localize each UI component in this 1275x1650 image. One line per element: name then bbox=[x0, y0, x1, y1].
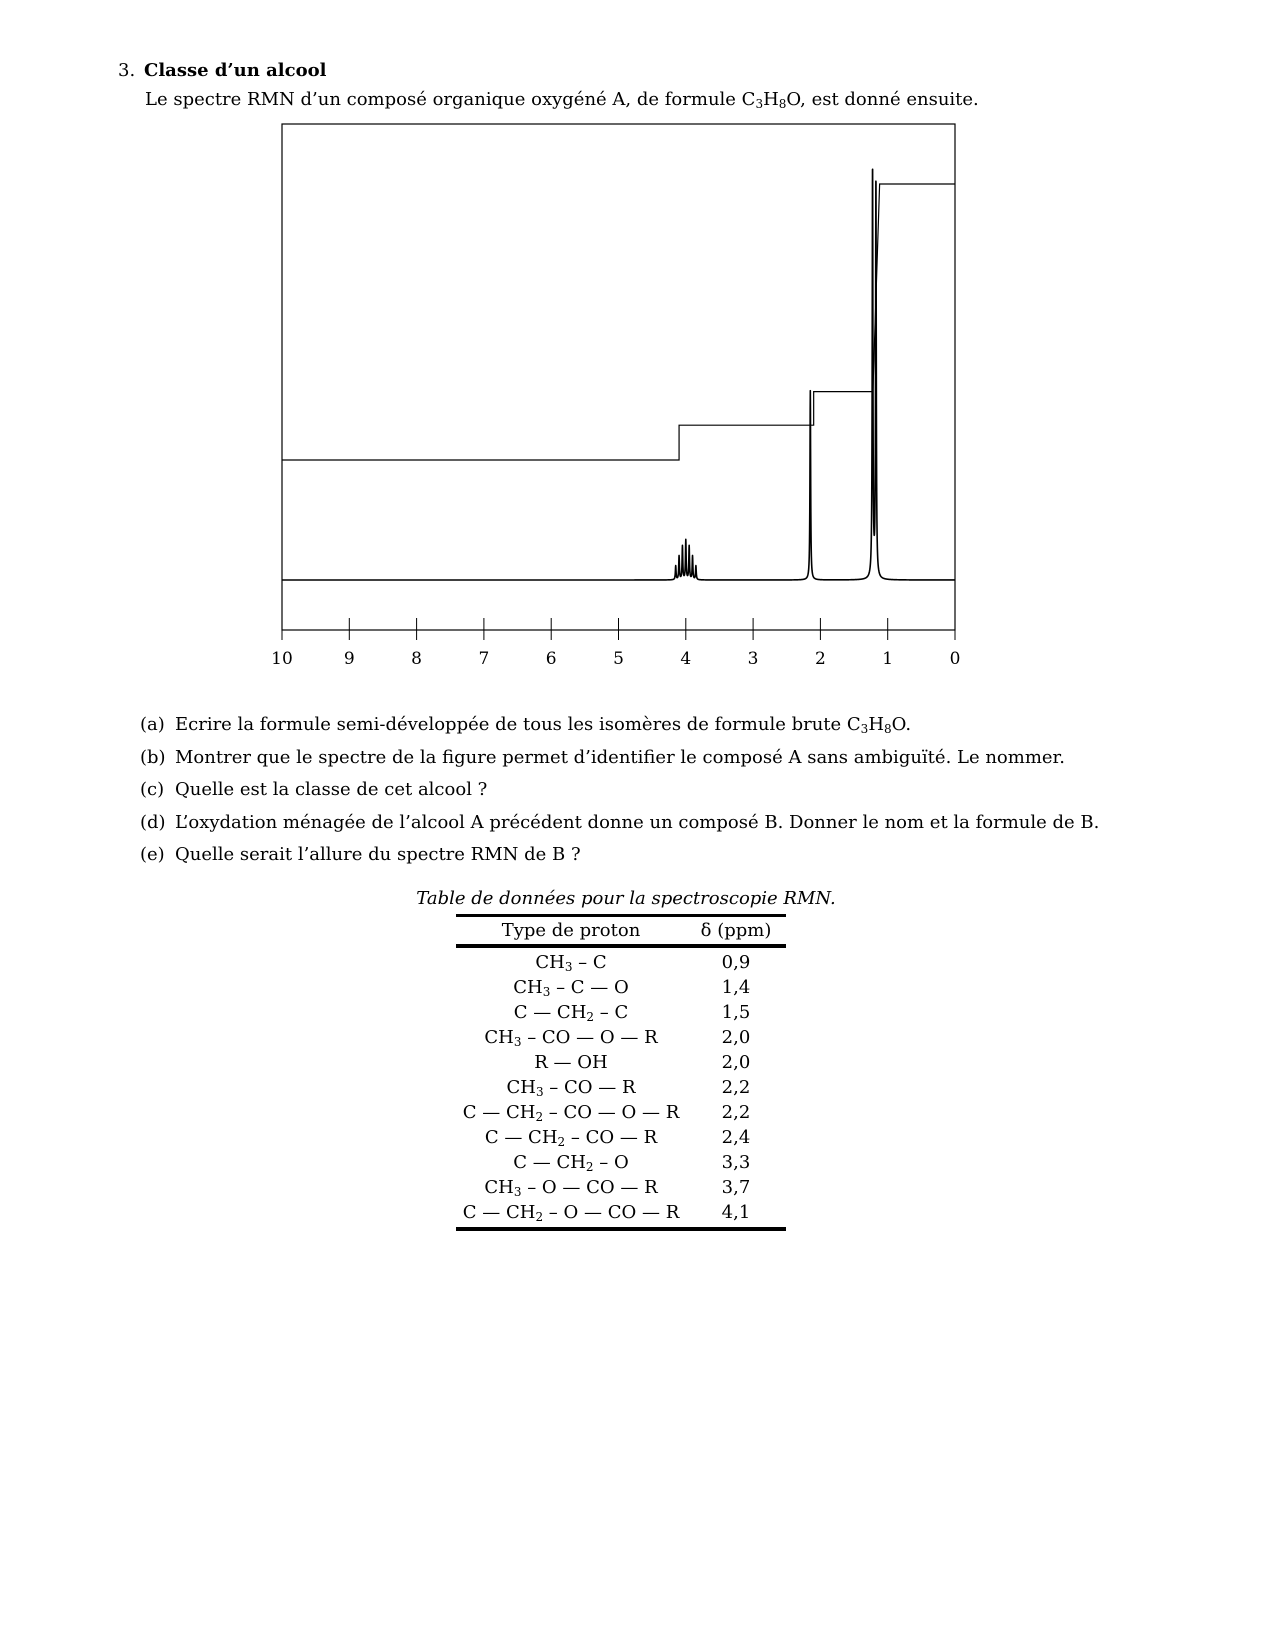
formula-subscript: 3 bbox=[542, 985, 551, 999]
intro-part: H bbox=[763, 89, 779, 110]
formula-text: – C bbox=[594, 1002, 629, 1023]
delta-cell: 4,1 bbox=[721, 1202, 751, 1223]
nmr-spectrum bbox=[270, 120, 990, 665]
delta-cell: 2,0 bbox=[721, 1052, 751, 1073]
formula-subscript: 2 bbox=[535, 1210, 544, 1224]
proton-type-cell bbox=[456, 1025, 686, 1050]
formula-text: – O — CO — R bbox=[521, 1177, 658, 1198]
x-tick-label: 1 bbox=[882, 649, 894, 665]
formula-text: C — CH bbox=[484, 1127, 558, 1148]
proton-type-cell bbox=[456, 1200, 686, 1225]
formula-text: – CO — R bbox=[543, 1077, 636, 1098]
question-letter: (a) bbox=[140, 714, 165, 735]
proton-type-cell bbox=[456, 1175, 686, 1200]
x-tick-label: 7 bbox=[478, 649, 490, 665]
x-tick-label: 5 bbox=[613, 649, 624, 665]
table-row bbox=[456, 1125, 786, 1150]
header-delta: δ (ppm) bbox=[700, 920, 772, 941]
x-tick-label: 3 bbox=[747, 649, 759, 665]
question-item bbox=[140, 712, 1099, 745]
exercise-title: Classe d’un alcool bbox=[144, 60, 327, 81]
delta-cell: 0,9 bbox=[721, 952, 751, 973]
header-proton-type: Type de proton bbox=[501, 920, 641, 941]
question-item bbox=[140, 810, 1099, 843]
intro-text bbox=[145, 89, 979, 110]
formula-text: – CO — R bbox=[565, 1127, 658, 1148]
formula-text: – O — CO — R bbox=[543, 1202, 680, 1223]
question-text: Montrer que le spectre de la figure permet d’identifier le composé A sans ambiguïté. Le nommer. bbox=[175, 746, 1065, 768]
x-tick-label: 0 bbox=[949, 649, 961, 665]
formula-subscript: 2 bbox=[557, 1135, 566, 1149]
delta-cell: 3,7 bbox=[721, 1177, 751, 1198]
table-caption: Table de données pour la spectroscopie RMN. bbox=[416, 888, 836, 909]
delta-cell: 2,4 bbox=[721, 1127, 751, 1148]
formula-subscript: 3 bbox=[513, 1185, 522, 1199]
formula-text: R — OH bbox=[534, 1052, 608, 1073]
x-tick-label: 9 bbox=[343, 649, 355, 665]
question-text: Ecrire la formule semi-développée de tous les isomères de formule brute C bbox=[175, 714, 861, 735]
intro-sub: 8 bbox=[778, 97, 787, 111]
formula-text: CH bbox=[506, 1077, 536, 1098]
table-row bbox=[456, 1075, 786, 1100]
formula-text: CH bbox=[484, 1027, 514, 1048]
table-row bbox=[456, 1150, 786, 1175]
table-header-row bbox=[456, 917, 786, 944]
table-bottom-rule bbox=[456, 1227, 786, 1231]
integration-curve bbox=[282, 184, 955, 460]
formula-text: C — CH bbox=[513, 1152, 586, 1173]
proton-type-cell bbox=[456, 1150, 686, 1175]
question-subscript: 3 bbox=[860, 722, 869, 736]
formula-text: CH bbox=[513, 977, 543, 998]
question-letter: (b) bbox=[140, 746, 166, 768]
proton-type-cell bbox=[456, 1075, 686, 1100]
formula-text: – CO — O — R bbox=[521, 1027, 658, 1048]
delta-cell: 3,3 bbox=[721, 1152, 751, 1173]
question-text: Quelle serait l’allure du spectre RMN de B ? bbox=[175, 844, 581, 865]
question-text: L’oxydation ménagée de l’alcool A précédent donne un composé B. Donner le nom et la formule de B. bbox=[175, 811, 1100, 833]
x-tick-label: 6 bbox=[545, 649, 557, 665]
exercise-number: 3. bbox=[118, 60, 136, 81]
question-text: Quelle est la classe de cet alcool ? bbox=[175, 779, 488, 800]
proton-type-cell bbox=[456, 975, 686, 1000]
delta-cell: 2,2 bbox=[721, 1077, 751, 1098]
nmr-data-table bbox=[456, 914, 786, 1231]
question-letter: (d) bbox=[140, 811, 166, 833]
table-row bbox=[456, 1200, 786, 1225]
question-letter: (e) bbox=[140, 844, 165, 865]
exercise-heading bbox=[118, 60, 326, 81]
question-item bbox=[140, 777, 1099, 810]
question-text: H bbox=[868, 714, 885, 735]
table-body bbox=[456, 948, 786, 1227]
formula-subscript: 3 bbox=[564, 960, 573, 974]
proton-type-cell bbox=[456, 1100, 686, 1125]
plot-frame bbox=[282, 124, 955, 630]
intro-sub: 3 bbox=[755, 97, 764, 111]
formula-text: C — CH bbox=[462, 1202, 536, 1223]
x-tick-label: 8 bbox=[411, 649, 423, 665]
proton-type-cell bbox=[456, 1125, 686, 1150]
table-row bbox=[456, 950, 786, 975]
table-row bbox=[456, 1175, 786, 1200]
formula-subscript: 3 bbox=[513, 1035, 522, 1049]
spectrum-line bbox=[282, 169, 955, 580]
delta-cell: 1,4 bbox=[721, 977, 751, 998]
formula-subscript: 2 bbox=[535, 1110, 544, 1124]
formula-text: CH bbox=[535, 952, 565, 973]
intro-part: Le spectre RMN d’un composé organique oxygéné A, de formule C bbox=[145, 89, 756, 110]
delta-cell: 1,5 bbox=[721, 1002, 751, 1023]
x-tick-label: 4 bbox=[680, 649, 692, 665]
question-subscript: 8 bbox=[884, 722, 892, 736]
question-item bbox=[140, 745, 1099, 778]
formula-text: – CO — O — R bbox=[543, 1102, 680, 1123]
proton-type-cell bbox=[456, 1050, 686, 1075]
table-row bbox=[456, 1050, 786, 1075]
formula-text: – O bbox=[593, 1152, 629, 1173]
table-row bbox=[456, 1100, 786, 1125]
question-text: O. bbox=[891, 714, 912, 735]
x-tick-label: 10 bbox=[271, 649, 293, 665]
question-item bbox=[140, 842, 1099, 875]
formula-text: CH bbox=[484, 1177, 514, 1198]
formula-text: – C — O bbox=[550, 977, 629, 998]
formula-subscript: 2 bbox=[585, 1160, 594, 1174]
delta-cell: 2,2 bbox=[721, 1102, 751, 1123]
formula-subscript: 3 bbox=[535, 1085, 544, 1099]
formula-text: C — CH bbox=[513, 1002, 587, 1023]
proton-type-cell bbox=[456, 1000, 686, 1025]
proton-type-cell bbox=[456, 950, 686, 975]
formula-text: – C bbox=[572, 952, 607, 973]
x-tick-label: 2 bbox=[814, 649, 826, 665]
formula-text: C — CH bbox=[462, 1102, 536, 1123]
intro-part: O, est donné ensuite. bbox=[786, 89, 979, 110]
question-list bbox=[140, 712, 1099, 875]
delta-cell: 2,0 bbox=[721, 1027, 751, 1048]
question-letter: (c) bbox=[140, 779, 165, 800]
formula-subscript: 2 bbox=[586, 1010, 595, 1024]
table-row bbox=[456, 1025, 786, 1050]
table-row bbox=[456, 1000, 786, 1025]
table-row bbox=[456, 975, 786, 1000]
